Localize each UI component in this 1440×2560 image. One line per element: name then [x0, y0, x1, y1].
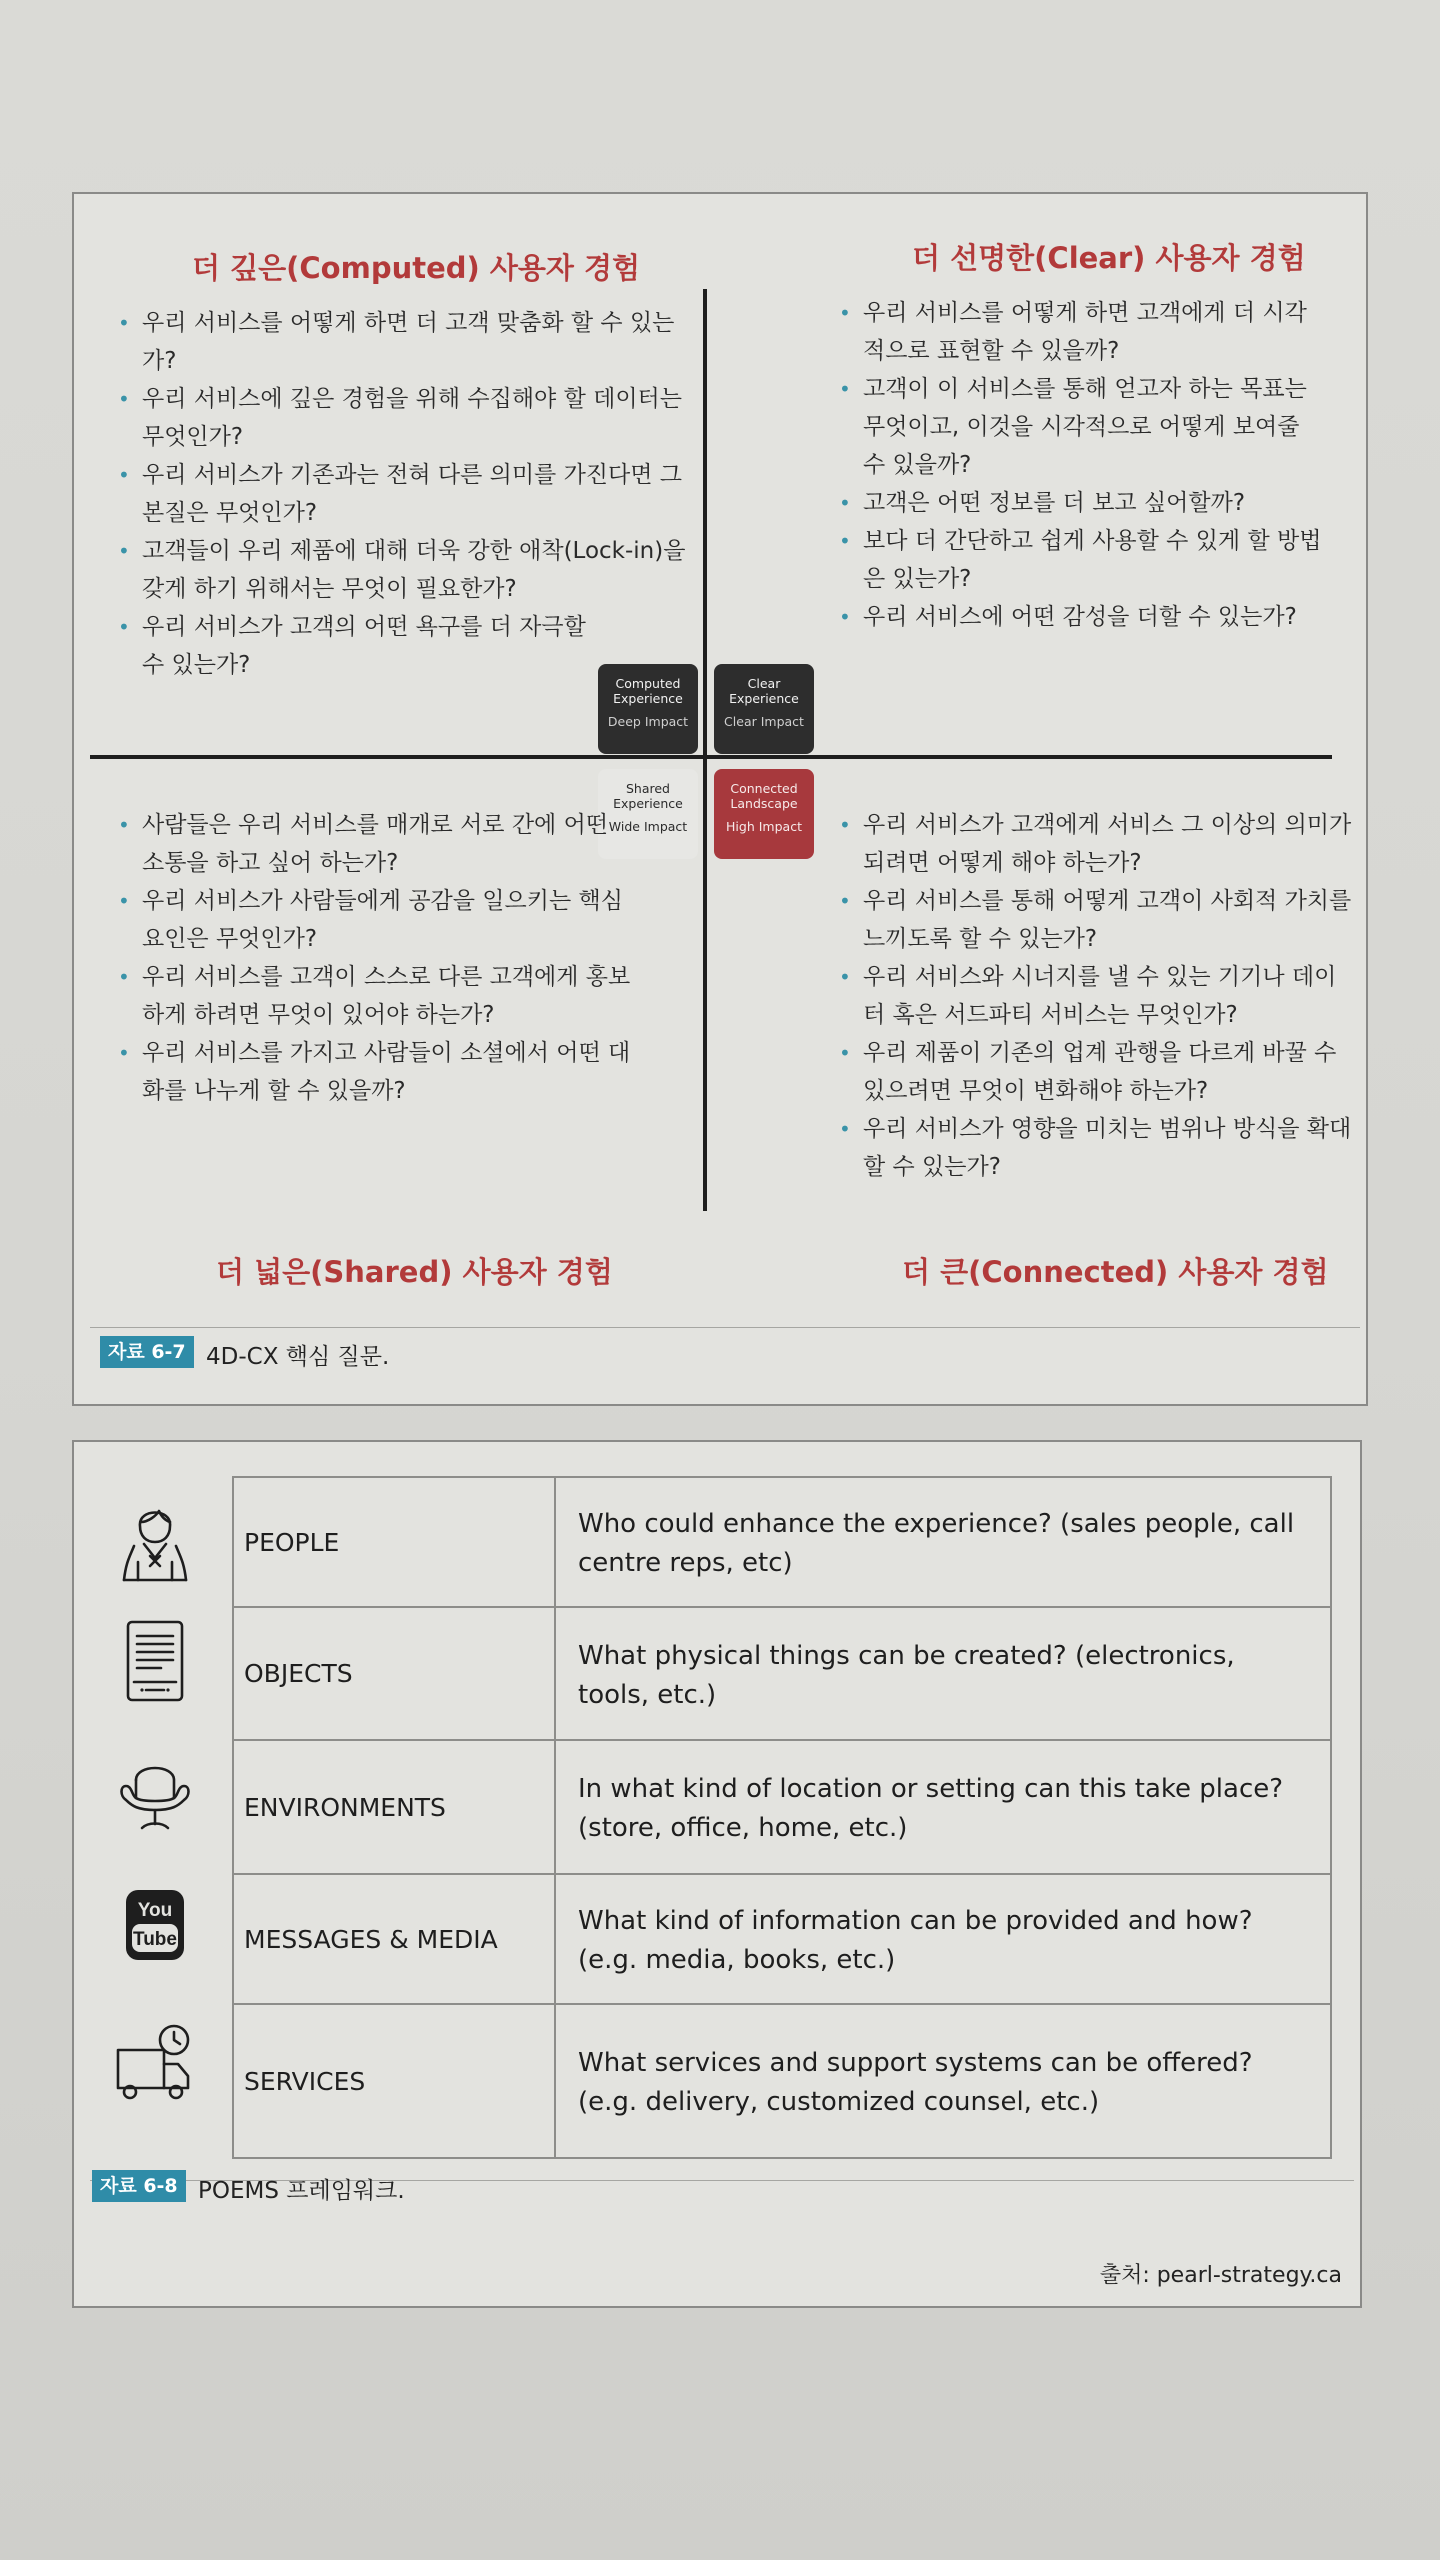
figure-4d-cx — [72, 192, 1368, 1406]
description-cell: In what kind of location or setting can this take place? (store, office, home, etc.) — [555, 1740, 1331, 1874]
quadrant-title-clear: 더 선명한(Clear) 사용자 경험 — [912, 241, 1306, 275]
person-icon — [112, 1496, 198, 1582]
list-item: • 우리 서비스에 어떤 감성을 더할 수 있는가? — [837, 598, 1327, 636]
divider — [90, 1327, 1360, 1328]
list-item: • 우리 서비스에 깊은 경험을 위해 수집해야 할 데이터는 무엇인가? — [116, 380, 686, 456]
badge-impact: High Impact — [726, 819, 802, 834]
quadrant-title-connected: 더 큰(Connected) 사용자 경험 — [902, 1255, 1329, 1289]
badge-label: Clear — [747, 676, 781, 691]
badge-computed-experience — [598, 664, 698, 754]
list-item: • 고객이 이 서비스를 통해 얻고자 하는 목표는 무엇이고, 이것을 시각적으로 어떻게 보여줄 수 있을까? — [837, 370, 1327, 484]
list-item: • 사람들은 우리 서비스를 매개로 서로 간에 어떤 소통을 하고 싶어 하는가? — [116, 806, 636, 882]
youtube-tube-text: Tube — [133, 1929, 177, 1950]
badge-label: Connected — [730, 781, 798, 796]
badge-label: Landscape — [730, 796, 798, 811]
badge-label: Experience — [729, 691, 799, 706]
quadrant-title-computed: 더 깊은(Computed) 사용자 경험 — [192, 251, 641, 285]
table-row-environments — [233, 1740, 1331, 1874]
question-list-connected — [837, 806, 1357, 1186]
table-row-objects — [233, 1607, 1331, 1740]
list-item: • 고객은 어떤 정보를 더 보고 싶어할까? — [837, 484, 1327, 522]
description-cell: Who could enhance the experience? (sales people, call centre reps, etc) — [555, 1477, 1331, 1607]
horizontal-axis — [90, 755, 1332, 759]
question-list-computed — [116, 304, 686, 684]
badge-impact: Deep Impact — [607, 714, 689, 729]
list-item: • 우리 서비스가 영향을 미치는 범위나 방식을 확대할 수 있는가? — [837, 1110, 1357, 1186]
list-item: • 우리 제품이 기존의 업계 관행을 다르게 바꿀 수 있으려면 무엇이 변화해야 하는가? — [837, 1034, 1357, 1110]
table-row-services — [233, 2004, 1331, 2158]
list-item: • 우리 서비스를 고객이 스스로 다른 고객에게 홍보하게 하려면 무엇이 있어야 하는가? — [116, 958, 636, 1034]
list-item: • 우리 서비스를 통해 어떻게 고객이 사회적 가치를 느끼도록 할 수 있는가? — [837, 882, 1357, 958]
badge-impact: Wide Impact — [608, 819, 688, 834]
list-item: • 우리 서비스가 고객의 어떤 욕구를 더 자극할 수 있는가? — [116, 608, 612, 684]
caption-tag: 자료 6-8 — [92, 2170, 186, 2202]
list-item: • 우리 서비스를 가지고 사람들이 소셜에서 어떤 대화를 나누게 할 수 있을까? — [116, 1034, 636, 1110]
youtube-you-text: You — [137, 1900, 173, 1921]
list-item: • 고객들이 우리 제품에 대해 더욱 강한 애착(Lock-in)을 갖게 하기 위해서는 무엇이 필요한가? — [116, 532, 686, 608]
badge-label: Shared — [625, 781, 670, 796]
list-item: • 우리 서비스가 고객에게 서비스 그 이상의 의미가 되려면 어떻게 해야 하는가? — [837, 806, 1357, 882]
description-cell: What physical things can be created? (electronics, tools, etc.) — [555, 1607, 1331, 1740]
category-cell: SERVICES — [233, 2004, 555, 2158]
list-item: • 우리 서비스와 시너지를 낼 수 있는 기기나 데이터 혹은 서드파티 서비스는 무엇인가? — [837, 958, 1357, 1034]
category-cell: OBJECTS — [233, 1607, 555, 1740]
list-item: • 보다 더 간단하고 쉽게 사용할 수 있게 할 방법은 있는가? — [837, 522, 1327, 598]
question-list-shared — [116, 806, 636, 1110]
quadrant-title-shared: 더 넓은(Shared) 사용자 경험 — [216, 1255, 613, 1289]
badge-label: Experience — [613, 796, 683, 811]
table-row-people — [233, 1477, 1331, 1607]
list-item: • 우리 서비스를 어떻게 하면 더 고객 맞춤화 할 수 있는가? — [116, 304, 686, 380]
ebook-reader-icon — [112, 1618, 198, 1704]
figure-poems-framework — [72, 1440, 1362, 2308]
badge-impact: Clear Impact — [724, 714, 804, 729]
source-credit: 출처: pearl-strategy.ca — [1099, 2263, 1342, 2288]
youtube-icon — [112, 1882, 198, 1968]
category-cell: ENVIRONMENTS — [233, 1740, 555, 1874]
badge-label: Experience — [613, 691, 683, 706]
table-row-messages-media — [233, 1874, 1331, 2004]
category-cell: MESSAGES & MEDIA — [233, 1874, 555, 2004]
list-item: • 우리 서비스가 사람들에게 공감을 일으키는 핵심 요인은 무엇인가? — [116, 882, 636, 958]
caption-tag: 자료 6-7 — [100, 1336, 194, 1368]
figure-caption: POEMS 프레임워크. — [198, 2178, 405, 2204]
vertical-axis — [703, 289, 707, 1211]
category-cell: PEOPLE — [233, 1477, 555, 1607]
list-item: • 우리 서비스를 어떻게 하면 고객에게 더 시각적으로 표현할 수 있을까? — [837, 294, 1327, 370]
description-cell: What kind of information can be provided and how? (e.g. media, books, etc.) — [555, 1874, 1331, 2004]
badge-label: Computed — [615, 676, 681, 691]
armchair-icon — [112, 1750, 198, 1836]
delivery-truck-clock-icon — [112, 2020, 198, 2106]
badge-clear-experience — [714, 664, 814, 754]
question-list-clear — [837, 294, 1327, 636]
poems-table — [232, 1476, 1332, 2159]
badge-connected-landscape — [714, 769, 814, 859]
list-item: • 우리 서비스가 기존과는 전혀 다른 의미를 가진다면 그 본질은 무엇인가? — [116, 456, 686, 532]
description-cell: What services and support systems can be offered? (e.g. delivery, customized counsel, etc.) — [555, 2004, 1331, 2158]
figure-caption: 4D-CX 핵심 질문. — [206, 1344, 390, 1370]
